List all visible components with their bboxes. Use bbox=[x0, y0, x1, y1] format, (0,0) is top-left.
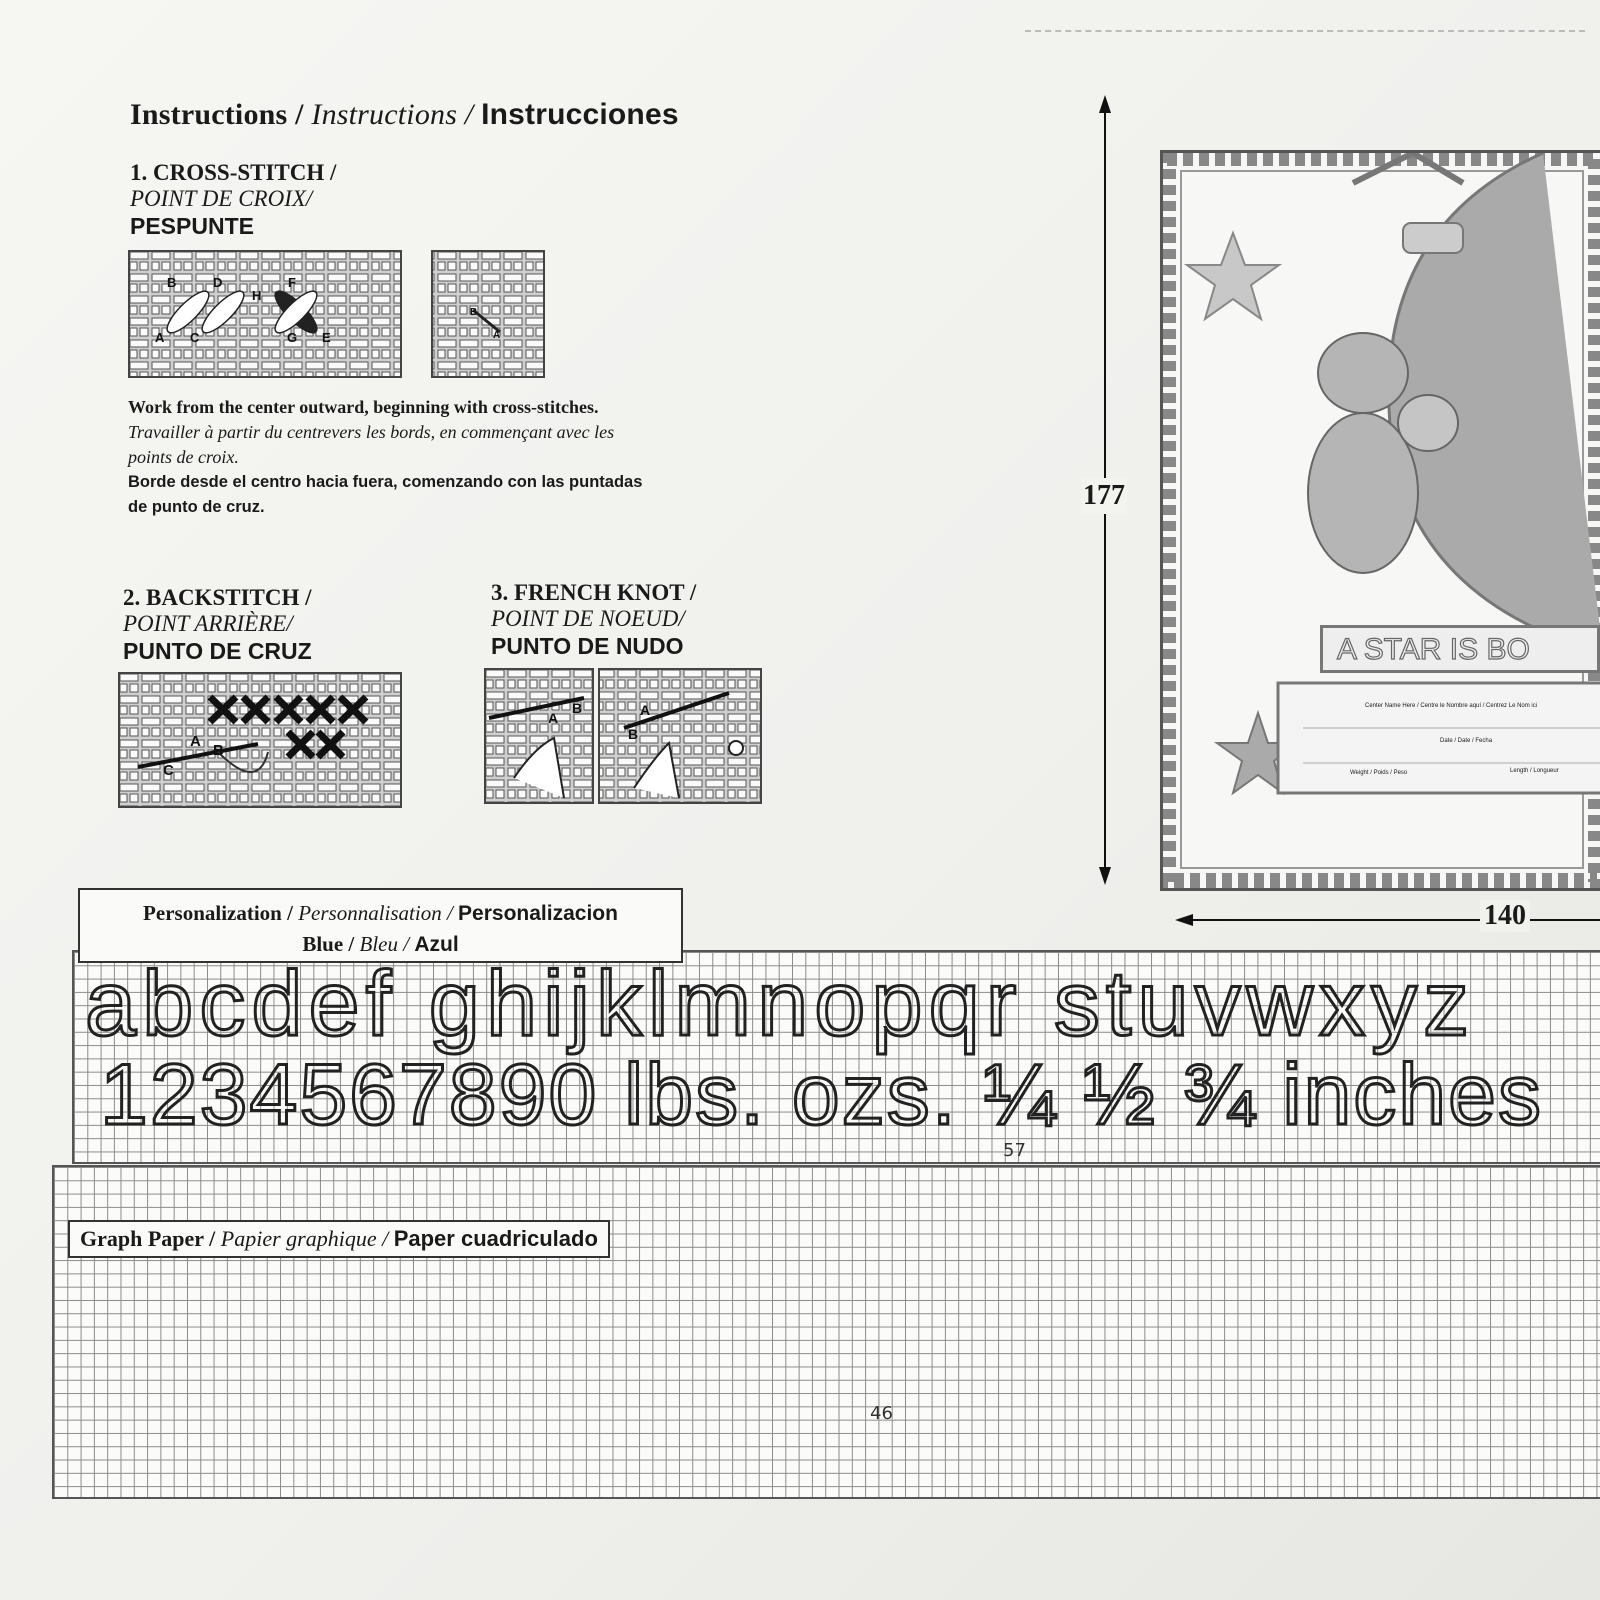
bs-letter-c: C bbox=[163, 762, 174, 779]
cs-letter-c: C bbox=[190, 330, 200, 345]
title-fr: Instructions / bbox=[311, 98, 474, 131]
cs-letter-a: A bbox=[155, 330, 165, 345]
pattern-preview bbox=[1160, 150, 1600, 891]
cs-half-letter-a: A bbox=[493, 330, 501, 341]
width-label: 140 bbox=[1480, 900, 1530, 932]
stitched-numbers: 1234567890 lbs. ozs. ¼ ½ ¾ inches bbox=[100, 1047, 1543, 1143]
pattern-banner: A STAR IS BO bbox=[1320, 625, 1600, 673]
bs-letter-a: A bbox=[190, 733, 201, 750]
cross-stitch-heading: 1. CROSS-STITCH / POINT DE CROIX/ PESPUNTE bbox=[130, 160, 337, 239]
weight-text: Weight / Poids / Peso bbox=[1350, 770, 1408, 776]
french-knot-heading: 3. FRENCH KNOT / POINT DE NOEUD/ PUNTO DE NUDO bbox=[491, 580, 697, 659]
fk-letter-a-1: A bbox=[548, 710, 559, 726]
backstitch-heading: 2. BACKSTITCH / POINT ARRIÈRE/ PUNTO DE CRUZ bbox=[123, 585, 312, 664]
cs-half-letter-b: B bbox=[470, 307, 478, 318]
fk-letter-b-2: B bbox=[628, 726, 639, 742]
graph-paper-label: Graph Paper / Papier graphique / Paper cuadriculado bbox=[68, 1220, 610, 1258]
graph-paper-grid bbox=[52, 1165, 1600, 1499]
length-text: Length / Longueur bbox=[1510, 768, 1559, 774]
title-es: Instrucciones bbox=[481, 98, 679, 131]
pattern-artwork bbox=[1163, 153, 1600, 888]
width-arrow bbox=[1175, 905, 1600, 935]
date-text: Date / Date / Fecha bbox=[1440, 738, 1493, 744]
cut-line bbox=[1025, 30, 1585, 32]
title-en: Instructions / bbox=[130, 98, 304, 131]
cross-stitch-diagram bbox=[128, 250, 548, 380]
cs-letter-g: G bbox=[287, 330, 298, 345]
cs-letter-b: B bbox=[167, 275, 177, 290]
page-title bbox=[130, 98, 679, 132]
fk-letter-a-2: A bbox=[640, 702, 651, 718]
cs-letter-d: D bbox=[213, 275, 223, 290]
height-label: 177 bbox=[1081, 478, 1127, 514]
handwritten-note-46: 46 bbox=[870, 1403, 893, 1424]
cs-letter-f: F bbox=[288, 275, 296, 290]
personalization-label: Personalization / Personnalisation / Personalizacion Blue / Bleu / Azul bbox=[78, 888, 683, 963]
handwritten-note-57: 57 bbox=[1003, 1140, 1026, 1161]
center-name-text: Center Name Here / Centre le Nombre aquí / Centrez Le Nom ici bbox=[1365, 703, 1538, 709]
stitched-alphabet: abcdef ghijklmnopqr stuvwxyz bbox=[85, 953, 1476, 1055]
fk-letter-b-1: B bbox=[572, 700, 583, 716]
backstitch-diagram bbox=[118, 672, 408, 812]
work-instructions: Work from the center outward, beginning with cross-stitches. Travailler à partir du centrevers les bords, en commençant avec les points de croix. Borde desde el centro hacia fuera, comenzando con las puntadas de punto de cruz. bbox=[128, 397, 643, 516]
cs-letter-h: H bbox=[252, 288, 262, 303]
bs-letter-b: B bbox=[213, 742, 224, 759]
cs-letter-e: E bbox=[322, 330, 331, 345]
